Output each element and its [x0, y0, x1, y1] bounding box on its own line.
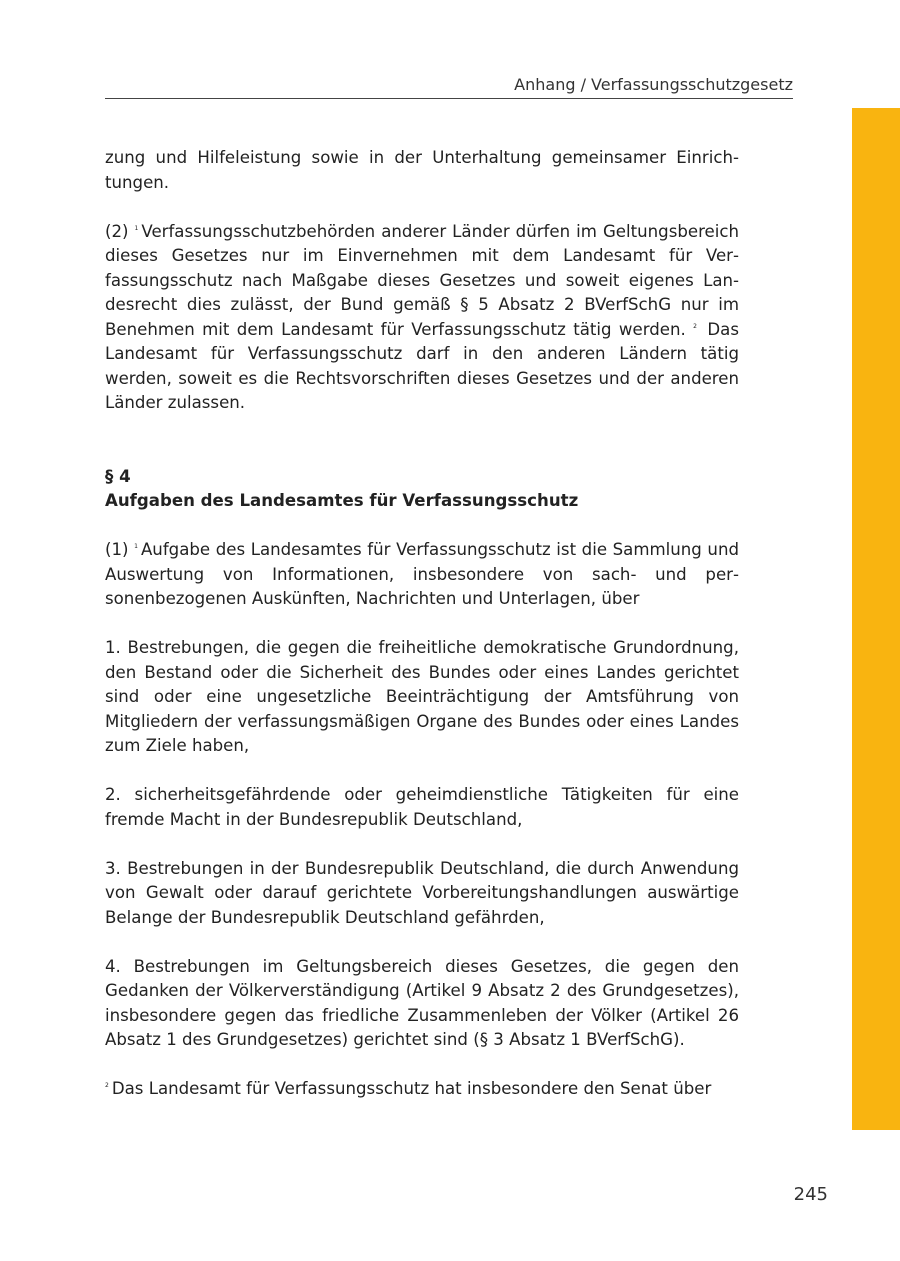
list-item: 1. Bestrebungen, die gegen die freiheitliche demokratische Grundordnung, den Bestand oder die Sicherheit des Bundes oder eines Landes gerichtet sind oder eine ungesetzliche Beeinträchtigung der Amtsführung von Mitgliedern der verfassungsmäßigen Organe des Bundes oder eines Landes zum Ziele haben, — [105, 638, 739, 755]
section-number: § 4 — [105, 466, 131, 486]
paragraph-number: (1) — [105, 540, 129, 559]
chapter-edge-tab — [852, 108, 900, 1130]
sentence-text: Verfassungsschutzbehörden anderer Länder dürfen im Geltungsbereich dieses Gesetzes nur im Einvernehmen mit dem Landesamt für Verfassungsschutz nach Maßgabe dieses Gesetzes und soweit eigenes Landesrecht dies zulässt, der Bund gemäß § 5 Absatz 2 BVerfSchG nur im Benehmen mit dem Landesamt für Verfassungsschutz tätig werden. — [105, 221, 739, 339]
list-item: 4. Bestrebungen im Geltungsbereich dieses Gesetzes, die gegen den Gedanken der Völkerverständigung (Artikel 9 Absatz 2 des Grundgesetzes), insbesondere gegen das friedliche Zusammenleben der Völker (Artikel 26 Absatz 1 des Grundgesetzes) gerichtet sind (§ 3 Absatz 1 BVerfSchG). — [105, 956, 739, 1049]
sentence-marker: 1 — [134, 224, 139, 232]
paragraph-2 — [105, 220, 739, 416]
sentence-marker: 2 — [693, 322, 697, 330]
list-item: 3. Bestrebungen in der Bundesrepublik Deutschland, die durch Anwendung von Gewalt oder darauf gerichtete Vorbereitungshandlungen auswärtige Belange der Bundesrepublik Deutschland gefährden, — [105, 858, 739, 927]
sentence-marker: 1 — [134, 543, 138, 550]
sentence-text: Aufgabe des Landesamtes für Verfassungsschutz ist die Sammlung und Auswertung von Informationen, insbesondere von sach- und personenbezogenen Auskünften, Nachrichten und Unterlagen, über — [105, 540, 739, 608]
paragraph-number: (2) — [105, 221, 129, 241]
header-rule — [105, 98, 793, 99]
sentence-text: Das Landesamt für Verfassungsschutz hat insbesondere den Senat über — [111, 1079, 712, 1098]
sentence-text: Das Landesamt für Verfassungsschutz darf in den anderen Ländern tätig werden, soweit es die Rechtsvorschriften dieses Gesetzes und der anderen Länder zulassen. — [105, 319, 739, 412]
sentence-marker: 2 — [105, 1082, 109, 1089]
continuation-paragraph: zung und Hilfeleistung sowie in der Unterhaltung gemeinsamer Einrichtungen. — [105, 148, 739, 192]
page-body — [105, 146, 739, 1102]
list-item: 2. sicherheitsgefährdende oder geheimdienstliche Tätigkeiten für eine fremde Macht in der Bundesrepublik Deutschland, — [105, 785, 739, 829]
section-title: Aufgaben des Landesamtes für Verfassungsschutz — [105, 491, 579, 510]
closing-sentence — [105, 1077, 739, 1102]
page-number: 245 — [793, 1184, 828, 1205]
running-header: Anhang / Verfassungsschutzgesetz — [514, 75, 793, 94]
paragraph-1 — [105, 538, 739, 612]
